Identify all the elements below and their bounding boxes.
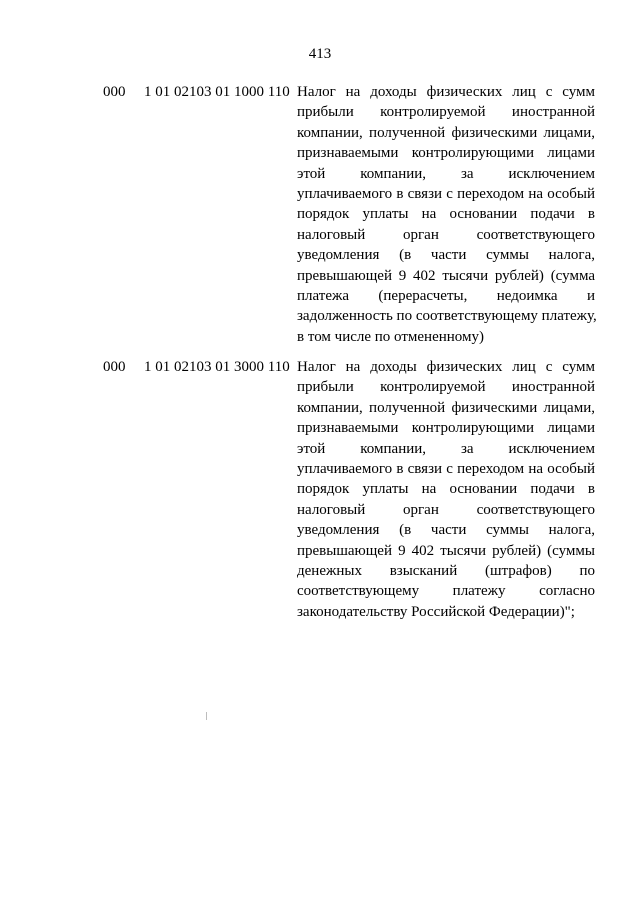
description-line: платежа (перерасчеты, недоимка и — [297, 287, 595, 304]
description-line: уплачиваемого в связи с переходом на особый — [297, 461, 595, 478]
description-line: налоговый орган соответствующего — [297, 226, 595, 243]
administrator-code: 000 — [103, 359, 126, 376]
description-line: прибыли контролируемой иностранной — [297, 104, 595, 121]
budget-classification-code: 1 01 02103 01 1000 110 — [144, 84, 290, 100]
description-line: в том числе по отмененному) — [297, 328, 484, 345]
description-line: порядок уплаты на основании подачи в — [297, 206, 595, 223]
description-line: превышающей 9 402 тысячи рублей) (суммы — [297, 542, 595, 559]
description-line: этой компании, за исключением — [297, 165, 595, 182]
budget-classification-table — [0, 82, 640, 632]
description-line: законодательству Российской Федерации)"; — [297, 603, 575, 620]
description-line: этой компании, за исключением — [297, 440, 595, 457]
scan-artifact — [206, 712, 207, 720]
administrator-code: 000 — [103, 84, 126, 100]
description-line: порядок уплаты на основании подачи в — [297, 481, 595, 498]
description-line: компании, полученной физическими лицами, — [297, 124, 595, 141]
description-line: Налог на доходы физических лиц с сумм — [297, 359, 595, 376]
description-line: прибыли контролируемой иностранной — [297, 379, 595, 396]
description-line: соответствующему платежу согласно — [297, 583, 595, 600]
code-description — [297, 82, 595, 347]
description-line: уплачиваемого в связи с переходом на особый — [297, 185, 595, 202]
description-line: налоговый орган соответствующего — [297, 501, 595, 518]
description-line: превышающей 9 402 тысячи рублей) (сумма — [297, 267, 595, 284]
description-line: признаваемыми контролирующими лицами — [297, 145, 595, 162]
table-row — [0, 357, 640, 622]
description-line: денежных взысканий (штрафов) по — [297, 562, 595, 579]
description-line: уведомления (в части суммы налога, — [297, 247, 595, 264]
code-description — [297, 357, 595, 622]
budget-classification-code: 1 01 02103 01 3000 110 — [144, 359, 290, 376]
description-line: Налог на доходы физических лиц с сумм — [297, 84, 595, 100]
description-line: задолженность по соответствующему платежу, — [297, 308, 597, 325]
description-line: компании, полученной физическими лицами, — [297, 399, 595, 416]
page-number: 413 — [308, 46, 332, 62]
table-row — [0, 82, 640, 347]
description-line: признаваемыми контролирующими лицами — [297, 420, 595, 437]
description-line: уведомления (в части суммы налога, — [297, 522, 595, 539]
